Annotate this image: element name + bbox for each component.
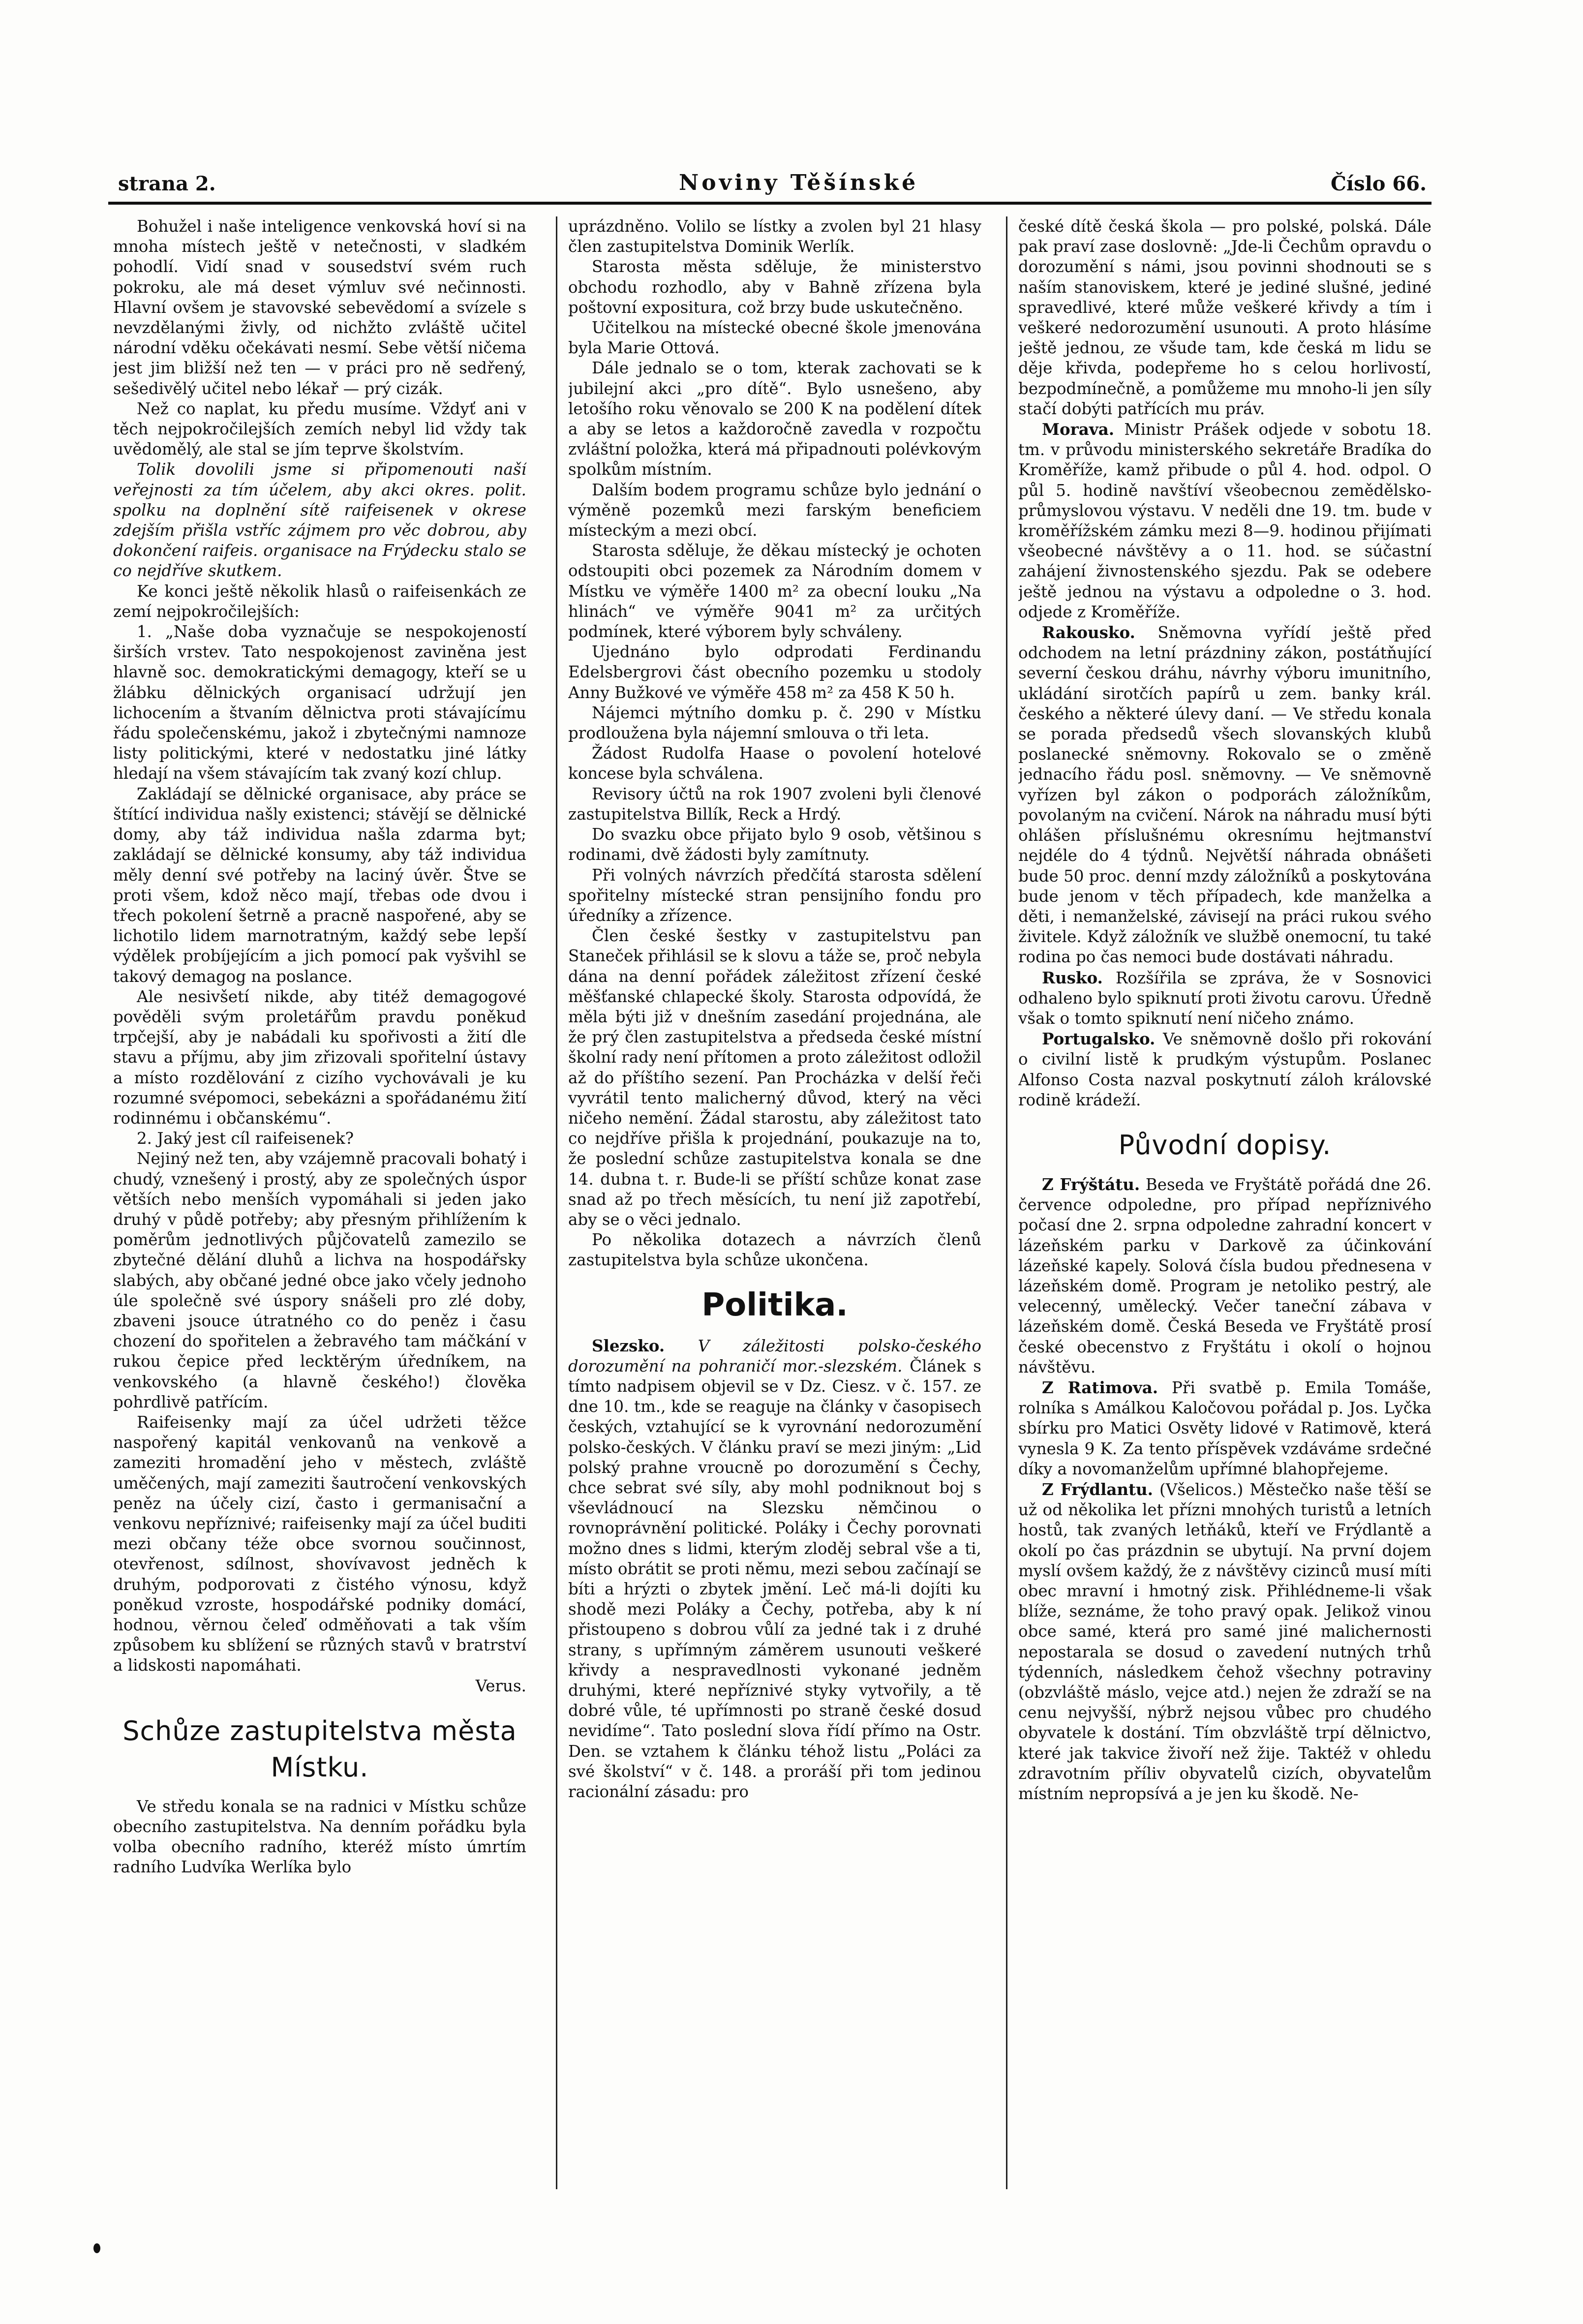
section-heading-line: Místku. <box>271 1751 369 1783</box>
column-divider-2 <box>1006 216 1007 2189</box>
column-1 <box>113 216 526 2189</box>
column-divider-1 <box>556 216 557 2189</box>
article-paragraph: Ujednáno bylo odprodati Ferdinandu Edelsbergrovi část obecního pozemku u stodoly Anny Bužkové ve výměře 458 m² za 458 K 50 h. <box>568 642 981 702</box>
article-paragraph: 2. Jaký jest cíl raifeisenek? <box>137 1129 354 1148</box>
paragraph-lead: Portugalsko. <box>1042 1029 1156 1049</box>
article-paragraph: Člen české šestky v zastupitelstvu pan Staneček přihlásil se k slovu a táže se, proč nebyla dána na denní pořádek záležitost zřízení české měšťanské chlapecké školy. Starosta odpovídá, že měla býti již v dnešním zasedání projednána, ale že prý člen zastupitelstva a předseda české místní školní rady není přítomen a proto záležitost odložil až do příštího sezení. Pan Procházka v delší řeči vyvrátil tento malicherný důvod, který na věci ničeho nemění. Žádal starostu, aby záležitost tato co nejdříve přišla k projednání, poukazuje na to, že poslední schůze zastupitelstva konala se dne 14. dubna t. r. Bude-li se příští schůze konat zase snad až po třech měsících, tu není již zapotřebí, aby se o věci jednalo. <box>568 926 981 1229</box>
paragraph-lead: Slezsko. <box>592 1336 665 1355</box>
column-3 <box>1018 216 1431 2189</box>
paragraph-body: Ministr Prášek odjede v sobotu 18. tm. v průvodu ministerského sekretáře Bradíka do Kroměříže, kamž přibude o půl 4. hod. odpol. O půl 5. hodině navštíví všeobecnou zemědělsko-průmyslovou výstavu. V neděli dne 19. tm. bude v kroměřížském zámku mezi 8—9. hodinou přijímati všeobecné návštěvy a o 11. hod. se súčastní zahájení živnostenského sjezdu. Pak se odebere ještě jednou na výstavu a odpoledne o 3. hod. odjede z Kroměříže. <box>1018 420 1431 621</box>
article-paragraph: Revisory účtů na rok 1907 zvoleni byli členové zastupitelstva Billík, Reck a Hrdý. <box>568 784 981 824</box>
article-paragraph: Do svazku obce přijato bylo 9 osob, většinou s rodinami, dvě žádosti byly zamítnuty. <box>568 825 981 864</box>
article-paragraph <box>568 1336 981 1803</box>
article-paragraph <box>1018 1174 1431 1377</box>
paragraph-lead: Morava. <box>1042 420 1115 439</box>
article-paragraph: Bohužel i naše inteligence venkovská hoví si na mnoha místech ještě v netečnosti, v sladkém pohodlí. Vidí snad v sousedství svém ruch pokroku, ale má deset výmluv své nečinnosti. Hlavní ovšem je stavovské sebevědomí a svízele s nevzdělanými živly, od nichžto zvláště učitel národní vděku očekávati nesmí. Sebe větší ničema jest jim bližší než ten — v práci pro ně sedřený, sešedivělý učitel nebo lékař — prý cizák. <box>113 217 526 398</box>
article-paragraph: Raifeisenky mají za účel udržeti těžce naspořený kapitál venkovanů na venkově a zameziti hromadění jeho v městech, zvláště uměčených, mají zameziti šautročení venkovských peněz na účely cizí, často i germanisační a venkovu nepříznivé; raifeisenky mají za účel buditi mezi občany téže obce svornou součinnost, otevřenost, sdílnost, shovívavost jedněch k druhým, podporovati z čistého výnosu, když poněkud vzroste, hospodářské podniky domácí, hodnou, věrnou čeleď odměňovati a tak vším způsobem ku sblížení se různých stavů v bratrství a lidskosti napomáhati. <box>113 1412 526 1675</box>
article-paragraph: 1. „Naše doba vyznačuje se nespokojeností širších vrstev. Tato nespokojenost zaviněna jest hlavně soc. demokratickými demagogy, kteří se u žlábku dělnických organisací udržují jen lichocením a štvaním dělnictva proti stávajícímu řádu společenskému, jakož i zbytečnými namnoze listy politickými, které v nedostatku jiné látky hledají na všem stávajícím tak zvaný kozí chlup. <box>113 622 526 783</box>
article-paragraph: Ke konci ještě několik hlasů o raifeisenkách ze zemí nejpokročilejších: <box>113 581 526 621</box>
paragraph-body: Ve sněmovně došlo při rokování o civilní listě k prudkým výstupům. Poslanec Alfonso Costa nazval poskytnutí záloh královské rodině krádeží. <box>1018 1030 1431 1109</box>
section-heading-schuze <box>113 1713 526 1786</box>
article-paragraph: uprázdněno. Volilo se lístky a zvolen byl 21 hlasy člen zastupitelstva Dominik Werlík. <box>568 217 981 256</box>
article-paragraph: Žádost Rudolfa Haase o povolení hotelové koncese byla schválena. <box>568 744 981 783</box>
print-mark <box>93 2243 100 2253</box>
article-paragraph: Starosta sděluje, že děkau místecký je ochoten odstoupiti obci pozemek za Národním domem v Místku ve výměře 1400 m² za obecní louku „Na hlinách“ ve výměře 9041 m² za určitých podmínek, které výborem byly schváleny. <box>568 541 981 642</box>
column-2 <box>568 216 981 2189</box>
paragraph-lead: Z Frýštátu. <box>1042 1174 1140 1194</box>
paragraph-lead: Z Frýdlantu. <box>1042 1479 1153 1499</box>
article-paragraph: Po několika dotazech a návrzích členů zastupitelstva byla schůze ukončena. <box>568 1230 981 1270</box>
article-paragraph <box>1018 622 1431 967</box>
article-paragraph: Zakládají se dělnické organisace, aby práce se štítící individua našly existenci; stávějí se dělnické domy, aby táž individua našla zdarma byt; zakládají se dělnické konsumy, aby táž individua měly denní své potřeby na laciný úvěr. Štve se proti všem, kdož něco mají, třebas ode dvou i třech pokolení šetrně a pracně naspořené, aby se lichotilo lidem marnotratným, každý sebe lepší výdělek probíjejícím a jich pomocí pak vyšvihl se takový demagog na poslance. <box>113 784 526 986</box>
article-paragraph: Při volných návrzích předčítá starosta sdělení spořitelny místecké stran pensijního fondu pro úředníky a zřízence. <box>568 865 981 925</box>
paragraph-body: Sněmovna vyřídí ještě před odchodem na letní prázdniny zákon, postátňující severní českou dráhu, návrhy výboru imunitního, ukládání sirotčích papírů u zem. banky král. českého a některé úlevy daní. — Ve středu konala se porada předsedů všech slovanských klubů poslanecké sněmovny. Rokovalo se o změně jednacího řádu posl. sněmovny. — Ve sněmovně vyřízen byl zákon o podporách záložníkům, povolaným na cvičení. Nárok na náhradu musí býti ohlášen příslušnému okresnímu hejtmanství nejdéle do 4 týdnů. Největší náhrada obnášeti bude 50 proc. denní mzdy záložníků a poskytována bude jenom v těch případech, kde manželka a děti, i nemanželské, závisejí na práci rukou svého živitele. Když záložník ve službě onemocní, tu také rodina po čas nemoci bude dostávati náhradu. <box>1018 623 1431 967</box>
paragraph-body: (Všelicos.) Městečko naše těší se už od několika let přízni mnohých turistů a letních hostů, tak zvaných letňáků, kteří ve Frýdlantě a okolí po čas prázdnin se ubytují. Na první dojem myslí ovšem každý, že z návštěvy cizinců musí míti obec mravní i hmotný zisk. Přihlédneme-li však blíže, seznáme, že toho pravý opak. Jelikož vinou obce samé, která pro samé jiné malichernosti nepostarala se dosud o zavedení nutných trhů týdenních, následkem čehož všechny potraviny (obzvláště máslo, vejce atd.) nejen že zdraží se na cenu nejvyšší, nýbrž nejsou vůbec pro chudého obyvatele k dostání. Tím obzvláště trpí dělnictvo, které jak takvice živoří než žije. Taktéž v ohledu zdravotním příliv obyvatelů cizích, obyvatelům místním nepropsívá a je jen ku škodě. Ne- <box>1018 1480 1431 1804</box>
paragraph-body: Při svatbě p. Emila Tomáše, rolníka s Amálkou Kaločovou pořádal p. Jos. Lyčka sbírku pro Matici Osvěty lidové v Ratimově, která vynesla 9 K. Za tento příspěvek vzdáváme srdečné díky a novomanželům upřímné blahopřejeme. <box>1018 1378 1431 1478</box>
issue-number: Číslo 66. <box>1331 172 1427 195</box>
article-paragraph: Ve středu konala se na radnici v Místku schůze obecního zastupitelstva. Na denním pořádku byla volba obecního radního, kteréž místo úmrtím radního Ludvíka Werlíka bylo <box>113 1797 526 1877</box>
page-header <box>98 167 1427 202</box>
page-label: strana 2. <box>118 172 216 195</box>
paragraph-body: Beseda ve Fryštátě pořádá dne 26. července odpoledne, pro případ nepříznivého počasí dne 2. srpna odpoledne zahradní koncert v lázeňském parku v Darkově za účinkování lázeňské kapely. Solová čísla budou přednesena v lázeňském domě. Program je netoliko pestrý, ale velecenný, umělecký. Večer taneční zábava v lázeňském domě. Česká Beseda ve Fryštátě prosí české obecenstvo z Fryštátu i okolí o hojnou návštěvu. <box>1018 1175 1431 1376</box>
article-paragraph: Učitelkou na místecké obecné škole jmenována byla Marie Ottová. <box>568 318 981 358</box>
article-paragraph: Dále jednalo se o tom, kterak zachovati se k jubilejní akci „pro dítě“. Bylo usnešeno, aby letošího roku věnovalo se 200 K na podělení dítek a aby se letos a každoročně zavedla v rozpočtu zvláštní položka, která má připadnouti polévkovým spolkům místním. <box>568 359 981 479</box>
article-paragraph: Starosta města sděluje, že ministerstvo obchodu rozhodlo, aby v Bahně zřízena byla poštovní expositura, což brzy bude uskutečněno. <box>568 257 981 317</box>
paragraph-lead: Rakousko. <box>1042 623 1135 642</box>
article-paragraph: Ale nesivšetí nikde, aby titéž demagogové pověděli svým proletářům pravdu poněkud trpčejší, aby je nabádali ku spořivosti a žití dle stavu a příjmu, aby jim zřizovali spořitelní ústavy a místo rozdělování z cizího vychovávali je ku rozumné svépomoci, sebekázni a spořádanému žití rodinnému i občanskému“. <box>113 987 526 1128</box>
section-heading-politika: Politika. <box>701 1286 848 1323</box>
newspaper-title: Noviny Těšínské <box>679 170 919 195</box>
section-heading-line: Schůze zastupitelstva města <box>122 1715 517 1746</box>
article-signature: Verus. <box>475 1676 526 1695</box>
article-paragraph-italic: Tolik dovolili jsme si připomenouti naší veřejnosti za tím účelem, aby akci okres. polit. spolku na doplnění sítě raifeisenek v okrese zdejším přišla vstříc zájmem pro věc dobrou, aby dokončení raifeis. organisace na Frýdecku stalo se co nejdříve skutkem. <box>113 460 526 581</box>
article-paragraph: Nájemci mýtního domku p. č. 290 v Místku prodloužena byla nájemní smlouva o tři leta. <box>568 703 981 743</box>
article-paragraph: Dalším bodem programu schůze bylo jednání o výměně pozemků mezi farským beneficiem místeckým a mezi obcí. <box>568 480 981 540</box>
article-paragraph: Než co naplat, ku předu musíme. Vždyť ani v těch nejpokročilejších zemích nebyl lid vždy tak uvědomělý, ale stal se jím teprve školstvím. <box>113 399 526 459</box>
article-paragraph: Nejiný než ten, aby vzájemně pracovali bohatý i chudý, vznešený i prostý, aby ze společných úspor větších nebo menších vypomáhali si jeden jako druhý v půdě potřeby; aby přesným přihlížením k poměrům jednotlivých půjčovatelů zamezilo se zbytečné dělání dluhů a lichva na hospodářsky slabých, aby občané jedné obce jako včely jednoho úle společně své úspory snášeli pro zlé doby, zbaveni jsouce útratného co do peněz i času chození do spořitelen a žebravého tam máčkání v rukou čepice před lecktěrým úředníkem, na venkovského (a hlavně českého!) člověka pohrdlivě patřícím. <box>113 1149 526 1411</box>
article-paragraph <box>1018 1029 1431 1110</box>
section-heading-dopisy: Původní dopisy. <box>1118 1129 1332 1161</box>
paragraph-lead: Z Ratimova. <box>1042 1377 1158 1397</box>
paragraph-body: Rozšířila se zpráva, že v Sosnovici odhaleno bylo spiknutí proti životu carovu. Úředně však o tomto spiknutí není ničeho známo. <box>1018 968 1431 1028</box>
paragraph-body: Článek s tímto nadpisem objevil se v Dz. Ciesz. v č. 157. ze dne 10. tm., kde se reaguje na články v časopisech českých, vztahující se k vyrovnání nedorozumění polsko-českých. V článku praví se mezi jiným: „Lid polský prahne vroucně po dorozumění s Čechy, chce sebrat své síly, aby mohl podniknout boj s vševládnoucí na Slezsku němčinou o rovnoprávnění politické. Poláky i Čechy porovnati možno dnes s lidmi, kterým zloděj sebral vše a ti, místo obrátit se proti němu, mezi sebou začínají se bíti a hrýzti o zbytek jmění. Leč má-li dojíti ku shodě mezi Poláky a Čechy, potřeba, aby k ní přistoupeno s dobrou vůlí za jedné tak i z druhé strany, s upřímným záměrem usunouti veškeré křivdy a nespravedlnosti vykonané jedněm druhými, které nepříznivé styky vytvořily, a tě dobré vůle, té upřímnosti po straně české dosud nevidíme“. Tato poslední slova řídí přímo na Ostr. Den. se vztahem k článku téhož listu „Poláci za své školství“ v č. 148. a proráší při tom jedinou racionální zásadu: pro <box>568 1356 981 1802</box>
article-paragraph <box>1018 968 1431 1029</box>
paragraph-italic-title: V záležitosti polsko-českého dorozumění na pohraničí mor.-slezském. <box>568 1336 981 1376</box>
paragraph-lead: Rusko. <box>1042 968 1103 987</box>
article-paragraph <box>1018 419 1431 622</box>
header-rule <box>108 202 1431 205</box>
article-paragraph: české dítě česká škola — pro polské, polská. Dále pak praví zase doslovně: „Jde-li Čechům opravdu o dorozumění s námi, jsou povinni shodnouti se s naším stanoviskem, které je jediné slušné, jediné spravedlivé, které může veškeré křivdy a tím i veškeré nedorozumění usunouti. A proto hlásíme ještě jednou, ze všude tam, kde česká m lidu se děje křivda, podepřeme ho s celou horlivostí, bezpodmínečně, a pomůžeme mu mnoho-li jen síly stačí dobýti patřících mu práv. <box>1018 217 1431 418</box>
article-paragraph <box>1018 1377 1431 1479</box>
article-paragraph <box>1018 1479 1431 1804</box>
